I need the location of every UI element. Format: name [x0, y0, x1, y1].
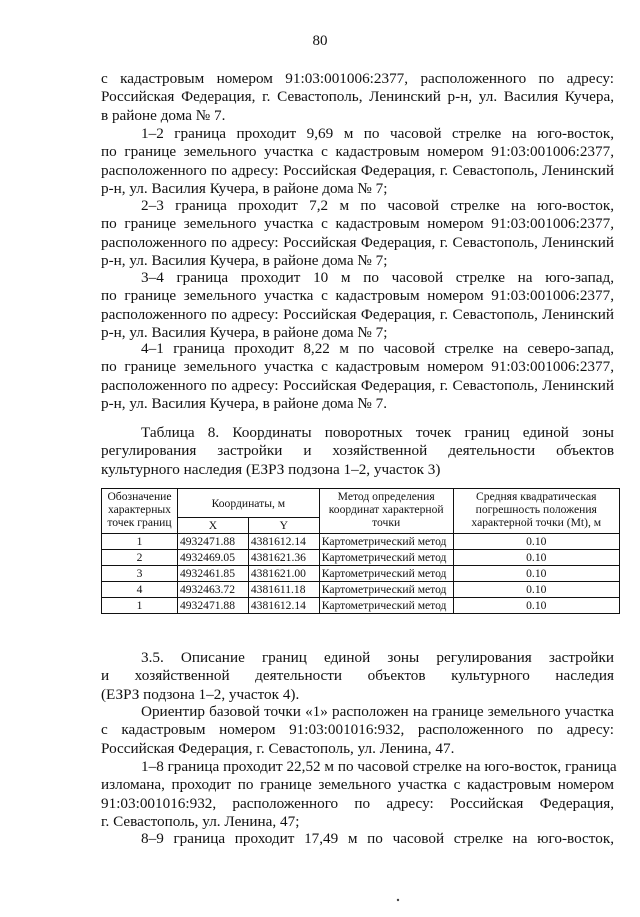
cell-method: Картометрический метод [319, 566, 453, 582]
table-header-row [102, 489, 620, 518]
table-caption [101, 424, 614, 479]
text-line: Ориентир базовой точки «1» расположен на границе земельного участка [141, 703, 614, 720]
text-line: 2–3 граница проходит 7,2 м по часовой стрелке на юго-восток, [141, 197, 614, 214]
text-line: расположенного по адресу: Российская Федерация, г. Севастополь, Ленинский [101, 376, 614, 394]
text-line: по границе земельного участка с кадастровым номером 91:03:001006:2377, [101, 358, 614, 376]
caption-line: регулирования застройки и хозяйственной деятельности объектов [101, 442, 614, 460]
cell-x: 4932471.88 [177, 534, 248, 550]
text-line: 8–9 граница проходит 17,49 м по часовой стрелке на юго-восток, [141, 830, 614, 847]
cell-y: 4381621.36 [248, 550, 319, 566]
cell-point: 4 [102, 582, 178, 598]
table-row [102, 566, 620, 582]
text-line: р-н, ул. Василия Кучера, в районе дома № 7. [101, 394, 388, 412]
text-line: по границе земельного участка с кадастровым номером 91:03:001006:2377, [101, 287, 614, 305]
table-row [102, 598, 620, 614]
table-row [102, 534, 620, 550]
header-coordinates: Координаты, м [177, 489, 319, 518]
text-line: по границе земельного участка с кадастровым номером 91:03:001006:2377, [101, 215, 614, 233]
text-line: 3–4 граница проходит 10 м по часовой стрелке на юго-запад, [141, 269, 614, 286]
text-line: расположенного по адресу: Российская Федерация, г. Севастополь, Ленинский [101, 161, 614, 179]
page-number: 80 [312, 33, 328, 49]
cell-error: 0.10 [453, 582, 619, 598]
cell-x: 4932471.88 [177, 598, 248, 614]
cell-y: 4381612.14 [248, 598, 319, 614]
paragraph-base-point [101, 703, 614, 758]
text-line: 1–2 граница проходит 9,69 м по часовой стрелке на юго-восток, [141, 125, 614, 142]
text-line: и хозяйственной деятельности объектов культурного наследия [101, 667, 614, 685]
paragraph-boundary-4-1 [101, 340, 614, 413]
paragraph-boundary-2-3 [101, 197, 614, 270]
header-error: Средняя квадратическая погрешность положения характерной точки (Mt), м [453, 489, 619, 534]
text-line: по границе земельного участка с кадастровым номером 91:03:001006:2377, [101, 143, 614, 161]
dot [397, 899, 399, 901]
table-row [102, 582, 620, 598]
scan-dot-mark [396, 898, 400, 902]
cell-error: 0.10 [453, 566, 619, 582]
header-method: Метод определения координат характерной точки [319, 489, 453, 534]
text-line: в районе дома № 7. [101, 106, 226, 124]
cell-method: Картометрический метод [319, 598, 453, 614]
paragraph-address-continuation [101, 70, 614, 125]
cell-method: Картометрический метод [319, 550, 453, 566]
text-line: расположенного по адресу: Российская Федерация, г. Севастополь, Ленинский [101, 305, 614, 323]
header-y: Y [248, 518, 319, 534]
cell-point: 2 [102, 550, 178, 566]
text-line: р-н, ул. Василия Кучера, в районе дома № 7; [101, 323, 388, 341]
cell-point: 1 [102, 598, 178, 614]
text-line: р-н, ул. Василия Кучера, в районе дома № 7; [101, 251, 388, 269]
cell-method: Картометрический метод [319, 534, 453, 550]
cell-y: 4381612.14 [248, 534, 319, 550]
cell-x: 4932463.72 [177, 582, 248, 598]
cell-method: Картометрический метод [319, 582, 453, 598]
text-line: расположенного по адресу: Российская Федерация, г. Севастополь, Ленинский [101, 233, 614, 251]
header-designation: Обозначение характерных точек границ [102, 489, 178, 534]
caption-line: культурного наследия (ЕЗРЗ подзона 1–2, участок 3) [101, 460, 441, 478]
paragraph-boundary-3-4 [101, 269, 614, 342]
header-x: X [177, 518, 248, 534]
text-line: 1–8 граница проходит 22,52 м по часовой стрелке на юго-восток, граница [141, 758, 617, 775]
cell-point: 1 [102, 534, 178, 550]
cell-point: 3 [102, 566, 178, 582]
cell-x: 4932461.85 [177, 566, 248, 582]
paragraph-boundary-1-2 [101, 125, 614, 198]
text-line: с кадастровым номером 91:03:001016:932, расположенного по адресу: [101, 721, 614, 739]
cell-error: 0.10 [453, 598, 619, 614]
caption-line: Таблица 8. Координаты поворотных точек границ единой зоны [141, 424, 614, 441]
cell-y: 4381611.18 [248, 582, 319, 598]
cell-error: 0.10 [453, 550, 619, 566]
text-line: изломана, проходит по границе земельного участка с кадастровым номером [101, 776, 614, 794]
text-line: 91:03:001016:932, расположенного по адресу: Российская Федерация, [101, 794, 614, 812]
text-line: Российская Федерация, г. Севастополь, ул. Ленина, 47. [101, 739, 455, 757]
paragraph-boundary-1-8 [101, 758, 617, 831]
text-line: 3.5. Описание границ единой зоны регулирования застройки [141, 649, 614, 666]
text-line: (ЕЗРЗ подзона 1–2, участок 4). [101, 685, 300, 703]
text-line: р-н, ул. Василия Кучера, в районе дома № 7; [101, 179, 388, 197]
text-line: г. Севастополь, ул. Ленина, 47; [101, 812, 300, 830]
cell-error: 0.10 [453, 534, 619, 550]
text-line: 4–1 граница проходит 8,22 м по часовой стрелке на северо-запад, [141, 340, 614, 357]
cell-x: 4932469.05 [177, 550, 248, 566]
text-line: с кадастровым номером 91:03:001006:2377, расположенного по адресу: [101, 70, 614, 87]
table-row [102, 550, 620, 566]
coordinates-table [101, 488, 620, 614]
paragraph-boundary-8-9 [101, 830, 614, 848]
section-heading-3-5 [101, 649, 614, 704]
text-line: Российская Федерация, г. Севастополь, Ленинский р-н, ул. Василия Кучера, [101, 88, 614, 106]
cell-y: 4381621.00 [248, 566, 319, 582]
